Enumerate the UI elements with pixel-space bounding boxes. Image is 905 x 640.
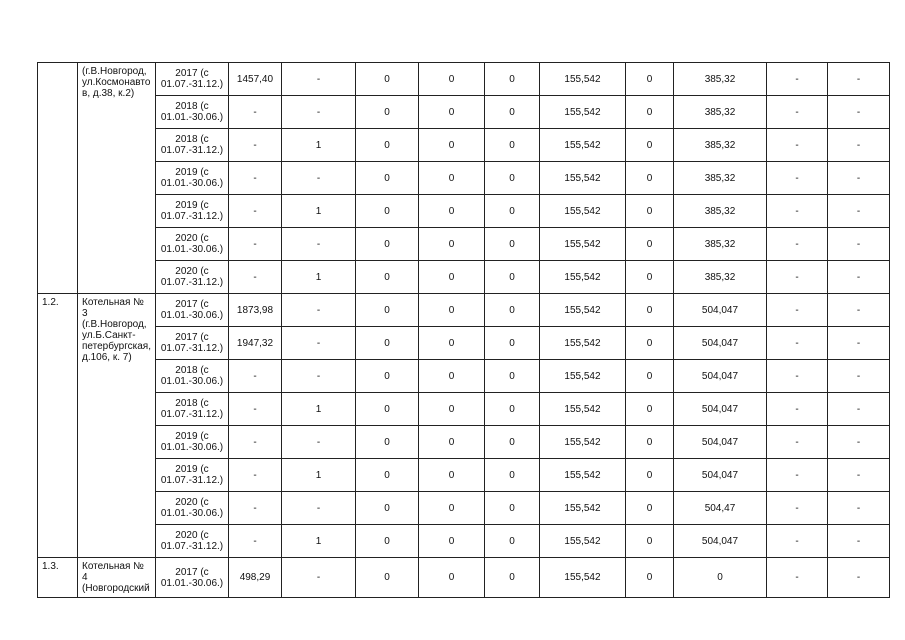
table-row [38, 228, 890, 261]
value-cell: - [766, 360, 827, 393]
value-cell: 0 [484, 228, 539, 261]
period-cell: 2018 (с 01.01.-30.06.) [155, 360, 228, 393]
value-cell: 1 [281, 459, 355, 492]
value-cell: 504,047 [673, 459, 766, 492]
period-cell: 2020 (с 01.01.-30.06.) [155, 228, 228, 261]
value-cell: 0 [355, 129, 418, 162]
value-cell: - [766, 63, 827, 96]
value-cell: 1 [281, 195, 355, 228]
table-row [38, 558, 890, 598]
table-body [38, 63, 890, 598]
value-cell: 385,32 [673, 63, 766, 96]
value-cell: 1457,40 [228, 63, 281, 96]
value-cell: - [228, 525, 281, 558]
value-cell: - [827, 492, 889, 525]
value-cell: - [281, 162, 355, 195]
value-cell: 155,542 [539, 195, 625, 228]
value-cell: 1 [281, 393, 355, 426]
value-cell: 385,32 [673, 261, 766, 294]
value-cell: - [281, 327, 355, 360]
value-cell: 498,29 [228, 558, 281, 598]
item-number: 1.2. [38, 294, 78, 558]
value-cell: 0 [418, 360, 484, 393]
value-cell: - [827, 459, 889, 492]
value-cell: 1 [281, 129, 355, 162]
value-cell: 155,542 [539, 426, 625, 459]
table-row [38, 459, 890, 492]
table-row [38, 525, 890, 558]
table-row [38, 162, 890, 195]
value-cell: 0 [418, 261, 484, 294]
value-cell: - [281, 426, 355, 459]
value-cell: - [766, 492, 827, 525]
value-cell: 155,542 [539, 492, 625, 525]
value-cell: - [766, 96, 827, 129]
value-cell: - [281, 558, 355, 598]
value-cell: 504,047 [673, 327, 766, 360]
item-number [38, 63, 78, 294]
value-cell: - [827, 525, 889, 558]
table-row [38, 63, 890, 96]
value-cell: - [827, 393, 889, 426]
value-cell: - [827, 294, 889, 327]
value-cell: - [766, 129, 827, 162]
value-cell: 0 [418, 63, 484, 96]
value-cell: - [228, 393, 281, 426]
value-cell: 0 [355, 261, 418, 294]
value-cell: 155,542 [539, 228, 625, 261]
value-cell: - [228, 228, 281, 261]
boiler-house-name: (г.В.Новгород, ул.Космонавто в, д.38, к.2) [78, 63, 156, 294]
value-cell: - [228, 162, 281, 195]
value-cell: - [827, 327, 889, 360]
value-cell: 0 [673, 558, 766, 598]
value-cell: 0 [355, 525, 418, 558]
value-cell: 0 [418, 228, 484, 261]
table-row [38, 261, 890, 294]
value-cell: 0 [625, 63, 673, 96]
value-cell: 0 [355, 327, 418, 360]
value-cell: - [281, 63, 355, 96]
value-cell: 385,32 [673, 129, 766, 162]
value-cell: 0 [625, 426, 673, 459]
period-cell: 2019 (с 01.07.-31.12.) [155, 195, 228, 228]
value-cell: - [228, 195, 281, 228]
table-row [38, 360, 890, 393]
period-cell: 2020 (с 01.07.-31.12.) [155, 525, 228, 558]
value-cell: 0 [625, 195, 673, 228]
value-cell: 0 [484, 558, 539, 598]
value-cell: - [281, 492, 355, 525]
period-cell: 2017 (с 01.01.-30.06.) [155, 558, 228, 598]
period-cell: 2019 (с 01.07.-31.12.) [155, 459, 228, 492]
value-cell: 0 [484, 63, 539, 96]
value-cell: 0 [355, 459, 418, 492]
value-cell: 0 [625, 393, 673, 426]
value-cell: 0 [484, 294, 539, 327]
value-cell: - [827, 63, 889, 96]
boiler-house-name: Котельная № 3 (г.В.Новгород, ул.Б.Санкт- петербургская, д.106, к. 7) [78, 294, 156, 558]
value-cell: 0 [625, 129, 673, 162]
value-cell: 0 [625, 327, 673, 360]
value-cell: - [281, 96, 355, 129]
value-cell: 155,542 [539, 558, 625, 598]
value-cell: 0 [625, 525, 673, 558]
value-cell: 0 [418, 294, 484, 327]
value-cell: 155,542 [539, 360, 625, 393]
value-cell: - [228, 426, 281, 459]
value-cell: - [766, 393, 827, 426]
value-cell: 0 [484, 393, 539, 426]
table-row [38, 327, 890, 360]
table-row [38, 129, 890, 162]
value-cell: - [228, 459, 281, 492]
value-cell: 0 [484, 492, 539, 525]
value-cell: - [827, 228, 889, 261]
value-cell: 1 [281, 261, 355, 294]
period-cell: 2020 (с 01.07.-31.12.) [155, 261, 228, 294]
value-cell: 0 [355, 162, 418, 195]
value-cell: 0 [418, 129, 484, 162]
value-cell: 0 [484, 525, 539, 558]
value-cell: - [827, 426, 889, 459]
value-cell: - [766, 228, 827, 261]
value-cell: 0 [355, 360, 418, 393]
value-cell: 155,542 [539, 294, 625, 327]
value-cell: 0 [484, 426, 539, 459]
boiler-house-name: Котельная № 4 (Новгородский [78, 558, 156, 598]
value-cell: - [766, 426, 827, 459]
value-cell: 0 [625, 558, 673, 598]
value-cell: 504,047 [673, 360, 766, 393]
value-cell: 0 [484, 129, 539, 162]
table-row [38, 96, 890, 129]
period-cell: 2019 (с 01.01.-30.06.) [155, 162, 228, 195]
value-cell: 155,542 [539, 162, 625, 195]
value-cell: 155,542 [539, 129, 625, 162]
value-cell: 504,047 [673, 294, 766, 327]
value-cell: - [766, 558, 827, 598]
value-cell: - [281, 228, 355, 261]
value-cell: - [228, 96, 281, 129]
value-cell: 504,047 [673, 525, 766, 558]
value-cell: 385,32 [673, 195, 766, 228]
value-cell: 0 [355, 393, 418, 426]
value-cell: - [766, 294, 827, 327]
value-cell: 155,542 [539, 261, 625, 294]
value-cell: 0 [484, 261, 539, 294]
value-cell: 0 [355, 96, 418, 129]
value-cell: 0 [484, 96, 539, 129]
value-cell: 155,542 [539, 393, 625, 426]
period-cell: 2017 (с 01.07.-31.12.) [155, 327, 228, 360]
value-cell: 0 [418, 195, 484, 228]
value-cell: - [827, 129, 889, 162]
table-row [38, 393, 890, 426]
period-cell: 2018 (с 01.07.-31.12.) [155, 393, 228, 426]
value-cell: - [766, 195, 827, 228]
period-cell: 2020 (с 01.01.-30.06.) [155, 492, 228, 525]
value-cell: 1873,98 [228, 294, 281, 327]
value-cell: - [827, 195, 889, 228]
value-cell: 504,047 [673, 426, 766, 459]
value-cell: - [228, 360, 281, 393]
value-cell: 385,32 [673, 162, 766, 195]
value-cell: 0 [484, 162, 539, 195]
value-cell: 155,542 [539, 459, 625, 492]
value-cell: - [827, 261, 889, 294]
period-cell: 2019 (с 01.01.-30.06.) [155, 426, 228, 459]
value-cell: 0 [418, 426, 484, 459]
value-cell: 1 [281, 525, 355, 558]
period-cell: 2017 (с 01.07.-31.12.) [155, 63, 228, 96]
value-cell: 155,542 [539, 525, 625, 558]
value-cell: 0 [484, 195, 539, 228]
value-cell: - [827, 360, 889, 393]
value-cell: 0 [418, 558, 484, 598]
value-cell: 155,542 [539, 63, 625, 96]
value-cell: 0 [625, 492, 673, 525]
value-cell: 0 [355, 195, 418, 228]
value-cell: 155,542 [539, 327, 625, 360]
value-cell: 0 [418, 525, 484, 558]
value-cell: 0 [625, 261, 673, 294]
value-cell: 0 [625, 162, 673, 195]
value-cell: 0 [418, 162, 484, 195]
value-cell: 0 [418, 96, 484, 129]
value-cell: - [827, 558, 889, 598]
value-cell: 504,047 [673, 393, 766, 426]
value-cell: 0 [625, 96, 673, 129]
value-cell: 0 [355, 294, 418, 327]
value-cell: - [766, 261, 827, 294]
period-cell: 2017 (с 01.01.-30.06.) [155, 294, 228, 327]
value-cell: 0 [418, 327, 484, 360]
tariff-table [37, 62, 890, 598]
value-cell: 0 [355, 492, 418, 525]
value-cell: 0 [355, 558, 418, 598]
value-cell: 0 [625, 459, 673, 492]
value-cell: 1947,32 [228, 327, 281, 360]
value-cell: 0 [355, 63, 418, 96]
value-cell: 0 [418, 492, 484, 525]
value-cell: 0 [484, 327, 539, 360]
value-cell: - [228, 129, 281, 162]
table-row [38, 195, 890, 228]
value-cell: - [228, 492, 281, 525]
value-cell: 385,32 [673, 96, 766, 129]
period-cell: 2018 (с 01.01.-30.06.) [155, 96, 228, 129]
value-cell: - [827, 96, 889, 129]
item-number: 1.3. [38, 558, 78, 598]
value-cell: - [766, 162, 827, 195]
value-cell: - [766, 459, 827, 492]
value-cell: 0 [484, 459, 539, 492]
value-cell: 385,32 [673, 228, 766, 261]
value-cell: 0 [355, 426, 418, 459]
value-cell: - [766, 525, 827, 558]
value-cell: 0 [484, 360, 539, 393]
value-cell: 0 [355, 228, 418, 261]
value-cell: - [281, 360, 355, 393]
value-cell: - [827, 162, 889, 195]
value-cell: 0 [418, 459, 484, 492]
value-cell: 0 [418, 393, 484, 426]
table-row [38, 294, 890, 327]
table-row [38, 492, 890, 525]
value-cell: 0 [625, 360, 673, 393]
value-cell: 0 [625, 228, 673, 261]
value-cell: - [766, 327, 827, 360]
value-cell: 504,47 [673, 492, 766, 525]
value-cell: - [281, 294, 355, 327]
period-cell: 2018 (с 01.07.-31.12.) [155, 129, 228, 162]
value-cell: - [228, 261, 281, 294]
value-cell: 155,542 [539, 96, 625, 129]
value-cell: 0 [625, 294, 673, 327]
table-row [38, 426, 890, 459]
